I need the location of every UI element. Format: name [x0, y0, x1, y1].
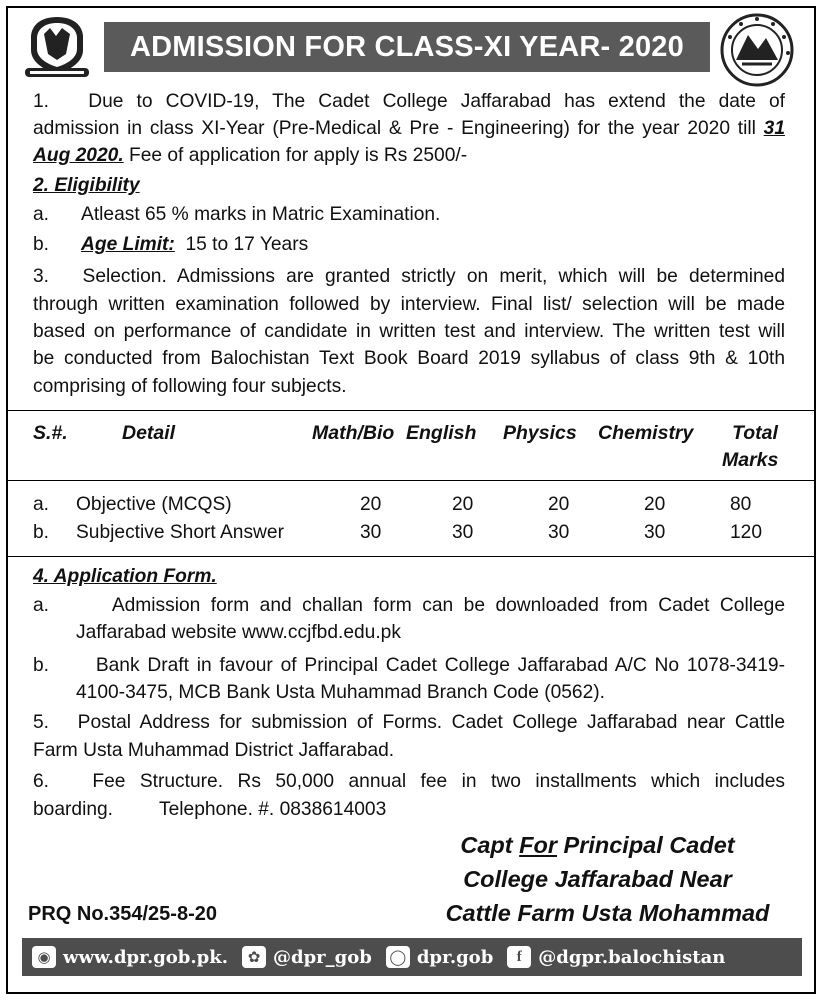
- table-cell-english: 30: [452, 522, 474, 543]
- col-header-english: English: [406, 422, 477, 444]
- divider-bottom: [8, 556, 814, 557]
- col-header-detail: Detail: [122, 422, 176, 444]
- application-heading: 4. Application Form.: [33, 566, 217, 587]
- intro-line-3: [33, 142, 785, 169]
- footer-bar: [22, 938, 802, 976]
- selection-line-3: based on performance of candidate in written test and interview. The written test will: [33, 321, 785, 342]
- facebook-icon: f: [507, 946, 531, 968]
- signature-principal: Principal Cadet: [557, 832, 735, 858]
- fee-text-1: Fee Structure. Rs 50,000 annual fee in two installments which includes: [92, 771, 785, 792]
- application-b-text-1: Bank Draft in favour of Principal Cadet College Jaffarabad A/C No 1078-3419-: [95, 655, 785, 676]
- signature-for: For: [519, 832, 557, 858]
- footer-website[interactable]: www.dpr.gob.pk.: [63, 946, 228, 968]
- postal-line-1: [33, 709, 785, 736]
- fee-line-1: [33, 768, 785, 795]
- col-header-sno: S.#.: [33, 422, 68, 444]
- telephone: Telephone. #. 0838614003: [159, 799, 387, 820]
- col-header-marks: Marks: [722, 449, 779, 471]
- footer-instagram[interactable]: dpr.gob: [416, 946, 494, 968]
- signature-line-2: College Jaffarabad Near: [463, 866, 732, 892]
- eligibility-a: [33, 201, 440, 228]
- page-title: ADMISSION FOR CLASS-XI YEAR- 2020: [104, 22, 710, 72]
- selection-line-5: comprising of following four subjects.: [33, 376, 347, 397]
- eligibility-heading: 2. Eligibility: [33, 175, 140, 196]
- eligibility-b-label: b.: [33, 234, 50, 255]
- selection-number: 3.: [33, 266, 50, 287]
- application-b-label: b.: [33, 655, 50, 676]
- application-b-line-2: 4100-3475, MCB Bank Usta Muhammad Branch Code (0562).: [76, 682, 605, 703]
- application-fee: Fee of application for apply is Rs 2500/-: [123, 145, 468, 166]
- postal-line-2: Farm Usta Muhammad District Jaffarabad.: [33, 740, 395, 761]
- table-cell-total: 120: [730, 522, 763, 543]
- eligibility-a-label: a.: [33, 204, 50, 225]
- table-cell-physics: 20: [548, 494, 570, 515]
- cadet-college-crest-logo: [22, 14, 92, 80]
- col-header-total: Total: [732, 422, 778, 444]
- selection-text-1: Selection. Admissions are granted strictly on merit, which will be determined: [82, 266, 785, 287]
- table-cell-physics: 30: [548, 522, 570, 543]
- table-cell-chemistry: 30: [644, 522, 666, 543]
- footer-facebook[interactable]: @dgpr.balochistan: [538, 946, 726, 968]
- table-cell-math-bio: 20: [360, 494, 382, 515]
- application-a-line-2: Jaffarabad website www.ccjfbd.edu.pk: [76, 622, 401, 643]
- age-limit-value: 15 to 17 Years: [185, 234, 309, 255]
- application-a-text-1: Admission form and challan form can be downloaded from Cadet College: [111, 595, 785, 616]
- deadline-month: Aug 2020.: [33, 145, 124, 166]
- intro-line-1: [33, 88, 785, 115]
- intro-text-b: admission in class XI-Year (Pre-Medical & Pre - Engineering) for the year 2020 till: [33, 118, 756, 139]
- signature-line-1: [420, 828, 775, 862]
- application-b-line-1: [33, 652, 785, 679]
- application-a-label: a.: [33, 595, 50, 616]
- fee-number: 6.: [33, 771, 50, 792]
- table-cell-detail: Subjective Short Answer: [76, 522, 284, 543]
- selection-line-1: [33, 263, 785, 290]
- eligibility-a-text: Atleast 65 % marks in Matric Examination.: [81, 204, 441, 225]
- intro-text-a: Due to COVID-19, The Cadet College Jaffarabad has extend the date of: [88, 91, 785, 112]
- signature-line-3: Cattle Farm Usta Mohammad: [445, 900, 770, 926]
- prq-number: PRQ No.354/25-8-20: [28, 903, 217, 925]
- balochistan-public-school-seal-logo: [718, 13, 796, 87]
- selection-line-4: be conducted from Balochistan Text Book Board 2019 syllabus of class 9th & 10th: [33, 348, 785, 369]
- instagram-icon: ◯: [386, 946, 410, 968]
- table-cell-chemistry: 20: [644, 494, 666, 515]
- intro-line-2: [33, 115, 785, 142]
- fee-boarding: boarding.: [33, 799, 114, 820]
- age-limit-label: Age Limit:: [81, 234, 175, 255]
- deadline-day: 31: [763, 118, 785, 139]
- col-header-chemistry: Chemistry: [598, 422, 694, 444]
- eligibility-b: [33, 231, 308, 258]
- globe-icon: ◉: [32, 946, 56, 968]
- postal-number: 5.: [33, 712, 50, 733]
- table-header-divider: [8, 480, 814, 481]
- fee-line-2: [33, 796, 386, 823]
- table-cell-english: 20: [452, 494, 474, 515]
- postal-text-1: Postal Address for submission of Forms. Cadet College Jaffarabad near Cattle: [77, 712, 785, 733]
- table-cell-math-bio: 30: [360, 522, 382, 543]
- divider-top: [8, 410, 814, 411]
- signature-capt: Capt: [460, 832, 520, 858]
- col-header-math-bio: Math/Bio: [312, 422, 395, 444]
- footer-twitter[interactable]: @dpr_gob: [272, 946, 372, 968]
- table-cell-detail: Objective (MCQS): [76, 494, 232, 515]
- intro-number: 1.: [33, 91, 50, 112]
- selection-line-2: through written examination followed by interview. Final list/ selection will be made: [33, 294, 785, 315]
- twitter-icon: ✿: [242, 946, 266, 968]
- application-a-line-1: [33, 592, 785, 619]
- table-cell-sno: a.: [33, 494, 50, 515]
- table-cell-sno: b.: [33, 522, 50, 543]
- table-cell-total: 80: [730, 494, 752, 515]
- col-header-physics: Physics: [503, 422, 577, 444]
